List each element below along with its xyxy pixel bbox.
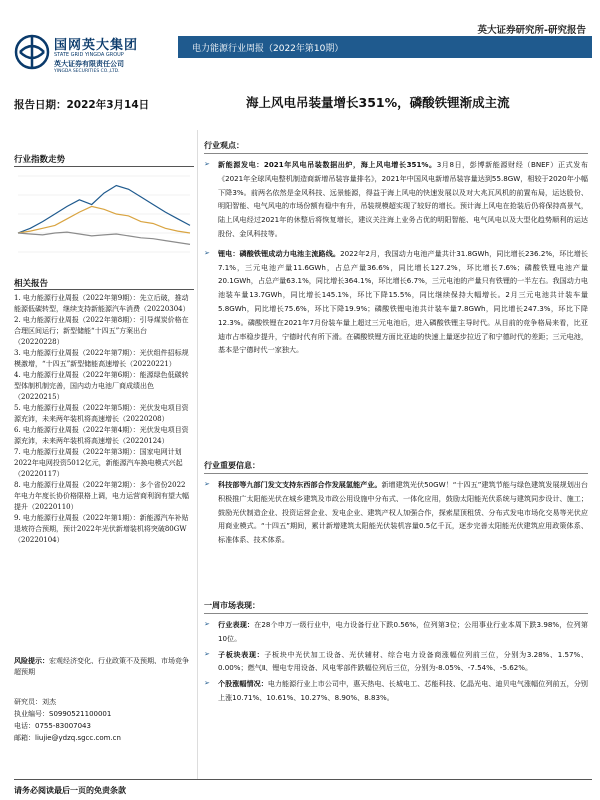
report-series-bar bbox=[178, 36, 592, 58]
related-report-item[interactable]: 5. 电力能源行业周报（2022年第5期）：光伏发电项目资源充沛，未来两年装机将高速增长（20220208） bbox=[14, 404, 189, 423]
report-series: 电力能源行业周报（2022年第10期） bbox=[192, 44, 344, 54]
report-date: 报告日期：2022年3月14日 bbox=[14, 99, 150, 111]
viewpoints-heading: 行业观点： bbox=[204, 141, 244, 150]
phone-row bbox=[14, 720, 192, 732]
brand-sub: 英大证券有限责任公司 bbox=[54, 60, 124, 68]
related-title: 相关报告 bbox=[14, 279, 49, 289]
related-report-item[interactable]: 6. 电力能源行业周报（2022年第4期）：光伏发电项目资源充沛，未来两年装机将高速增长（20220124） bbox=[14, 426, 189, 445]
chart-series-line-2 bbox=[18, 232, 190, 244]
market-section bbox=[204, 600, 588, 705]
trend-title: 行业指数走势 bbox=[14, 155, 66, 165]
market-item-title: 子板块表现： bbox=[218, 649, 265, 659]
news-section bbox=[204, 460, 588, 547]
license-row bbox=[14, 708, 192, 720]
viewpoints-divider bbox=[204, 153, 588, 154]
related-report-item[interactable]: 9. 电力能源行业周报（2022年第1期）：新能源汽车补贴退坡符合预期，预计2022年光伏新增装机将突破80GW（20220104） bbox=[14, 514, 189, 544]
email-label: 邮箱： bbox=[14, 734, 35, 742]
bullet-arrow-icon: ➢ bbox=[204, 679, 210, 688]
risk-text: 宏观经济变化、行业政策不及预期、市场竞争超预期 bbox=[14, 657, 189, 676]
trend-chart-svg bbox=[14, 170, 194, 260]
viewpoint-text: 3月8日，彭博新能源财经（BNEF）正式发布《2021年全球风电整机制造商新增吊装容量排名》，2021年中国风电新增吊装容量达到55.8GW，相较于2020年小幅下降3%。前两名依然是金风科技、远景能源，得益于海上风电的快速发展以及对大兆瓦风机的前置布局，运达股份、明阳智能、电气风电的市场份额有稳中有升，吊装规模超实现了较好的增长。预计海上风电在抢装后仍将保持高景气，陆上风电经过2021年的休整后将恢复增长，建议关注海上业务占优的明阳智能、电气风电以及大型化趋势顺利的运达股份、金风科技等。 bbox=[218, 160, 588, 238]
viewpoints-section bbox=[204, 140, 588, 357]
email-link[interactable]: liujie@ydzq.sgcc.com.cn bbox=[35, 734, 121, 742]
analyst-contact bbox=[14, 696, 192, 744]
viewpoint-text: 2022年2月，我国动力电池产量共计31.8GWh，同比增长236.2%，环比增长7.1%，三元电池产量11.6GWh，占总产量36.6%，同比增长127.2%，环比增长7.6%；磷酸铁锂电池产量20.1GWh，占总产量63.1%，同比增长364.1%，环比增长6.7%，三元电池的产量只有铁锂的一半左右。我国动力电池装车量13.7GWh，同比增长145.1%，环比下降15.5%，同比继续保持大幅增长。2月三元电池共计装车量5.8GWh，同比增长75.6%，环比下降19.9%；磷酸铁锂电池共计装车量7.8GWh，同比增长247.3%，环比下降12.3%。磷酸铁锂在2021年7月份装车量上超过三元电池后，进入磷酸铁锂主导时代。从目前的竞争格局来看，比亚迪市占率稳步提升，宁德时代有所下滑。在磷酸铁锂方面比亚迪的快速上量逐步拉近了和宁德时代的差距；三元电池，基本是宁德时代一家独大。 bbox=[218, 248, 588, 355]
market-item-title: 个股涨幅情况： bbox=[218, 679, 268, 689]
footer-divider bbox=[14, 779, 592, 780]
index-trend-chart bbox=[14, 170, 194, 260]
footer-disclaimer: 请务必阅读最后一页的免责条款 bbox=[14, 786, 126, 795]
market-item-text: 电力能源行业上市公司中，惠天热电、长城电工、芯能科技、亿晶光电、迪贝电气涨幅位列前五，分别上涨10.71%、10.61%、10.27%、8.90%、8.83%。 bbox=[218, 679, 588, 702]
related-reports-list bbox=[14, 293, 192, 546]
market-item bbox=[204, 677, 588, 705]
phone-number: 0755-83007043 bbox=[35, 722, 91, 730]
license-label: 执业编号： bbox=[14, 710, 49, 718]
viewpoint-item bbox=[204, 247, 588, 357]
risk-warning bbox=[14, 656, 192, 678]
analyst-row bbox=[14, 696, 192, 708]
bullet-arrow-icon: ➢ bbox=[204, 620, 210, 628]
analyst-label: 研究员： bbox=[14, 698, 42, 706]
chart-series-line-1 bbox=[18, 206, 190, 233]
bullet-arrow-icon: ➢ bbox=[204, 480, 210, 488]
bullet-arrow-icon: ➢ bbox=[204, 649, 210, 658]
market-heading: 一周市场表现： bbox=[204, 601, 260, 610]
column-divider bbox=[197, 130, 198, 780]
brand-sub-en: YINGDA SECURITIES CO.,LTD. bbox=[54, 69, 120, 74]
news-title: 科技部等九部门发文支持东西部合作发展氢能产业。 bbox=[218, 480, 382, 489]
license-number: S0990521100001 bbox=[49, 710, 112, 718]
related-report-item[interactable]: 2. 电力能源行业周报（2022年第8期）：引导煤炭价格在合理区间运行；新型储能“十四五”方案出台（20220228） bbox=[14, 316, 189, 346]
analyst-name: 刘杰 bbox=[42, 698, 56, 706]
market-item-title: 行业表现： bbox=[218, 620, 255, 629]
viewpoint-title: 锂电：磷酸铁锂成动力电池主流路线。 bbox=[218, 248, 341, 258]
page-title: 海上风电吊装量增长351%，磷酸铁锂渐成主流 bbox=[246, 95, 510, 110]
market-item-text: 子板块中光伏加工设备、光伏辅材、综合电力设备商涨幅位列前三位，分别为3.28%、1.57%、0.00%；燃气Ⅱ、锂电专用设备、风电零部件跌幅位列后三位，分别为-8.05%、-7.54%、-5.62%。 bbox=[218, 649, 588, 673]
news-text: 新增建筑光伏50GW！“十四五”建筑节能与绿色建筑发展规划出台积极推广太阳能光伏在城乡建筑及市政公用设施中分布式、一体化应用，鼓励太阳能光伏系统与建筑同步设计、施工；鼓励光伏制造企业、投资运营企业、发电企业、建筑产权人加强合作，探索屋顶租赁、分布式发电市场化交易等光伏应用商业模式。“十四五”期间，累计新增建筑太阳能光伏装机容量0.5亿千瓦，逐步完善太阳能光伏建筑应用政策体系、标准体系、技术体系。 bbox=[218, 480, 588, 545]
institute-label: 英大证券研究所-研究报告 bbox=[477, 25, 586, 36]
trend-divider bbox=[14, 166, 194, 167]
news-heading: 行业重要信息： bbox=[204, 461, 260, 470]
related-report-item[interactable]: 3. 电力能源行业周报（2022年第7期）：光伏组件招标规模激增，“十四五”新型储能高速增长（20220221） bbox=[14, 349, 189, 368]
market-item bbox=[204, 648, 588, 676]
market-divider bbox=[204, 613, 588, 614]
related-report-item[interactable]: 1. 电力能源行业周报（2022年第9期）：先立后破，推动能源低碳转型，继续支持新能源汽车消费（20220304） bbox=[14, 294, 190, 313]
email-row bbox=[14, 732, 192, 744]
viewpoint-title: 新能源发电：2021年风电吊装数据出炉，海上风电增长351%。 bbox=[218, 160, 437, 169]
related-report-item[interactable]: 8. 电力能源行业周报（2022年第2期）：多个省份2022年电力年度长协价格限格上调，电力运营商利润有望大幅提升（20220110） bbox=[14, 481, 189, 511]
bullet-arrow-icon: ➢ bbox=[204, 160, 210, 168]
viewpoint-item bbox=[204, 158, 588, 241]
state-grid-logo-icon bbox=[14, 34, 50, 70]
bullet-arrow-icon: ➢ bbox=[204, 248, 210, 257]
risk-label: 风险提示： bbox=[14, 657, 49, 665]
brand-name: 国网英大集团 bbox=[54, 38, 139, 53]
market-item bbox=[204, 618, 588, 646]
news-divider bbox=[204, 473, 588, 474]
market-item-text: 在28个申万一级行业中，电力设备行业下跌0.56%，位列第3位；公用事业行业本周下跌3.98%，位列第10位。 bbox=[218, 620, 589, 643]
news-item bbox=[204, 478, 588, 547]
phone-label: 电话： bbox=[14, 722, 35, 730]
related-report-item[interactable]: 7. 电力能源行业周报（2022年第3期）：国家电网计划2022年电网投资5012亿元，新能源汽车换电模式兴起（20220117） bbox=[14, 448, 183, 478]
related-divider bbox=[14, 289, 194, 290]
brand-name-en: STATE GRID YINGDA GROUP bbox=[54, 52, 124, 58]
company-logo bbox=[14, 32, 174, 76]
related-report-item[interactable]: 4. 电力能源行业周报（2022年第6期）：能源绿色低碳转型体制机制完善，国内动力电池厂商成绩出色（20220215） bbox=[14, 371, 189, 401]
